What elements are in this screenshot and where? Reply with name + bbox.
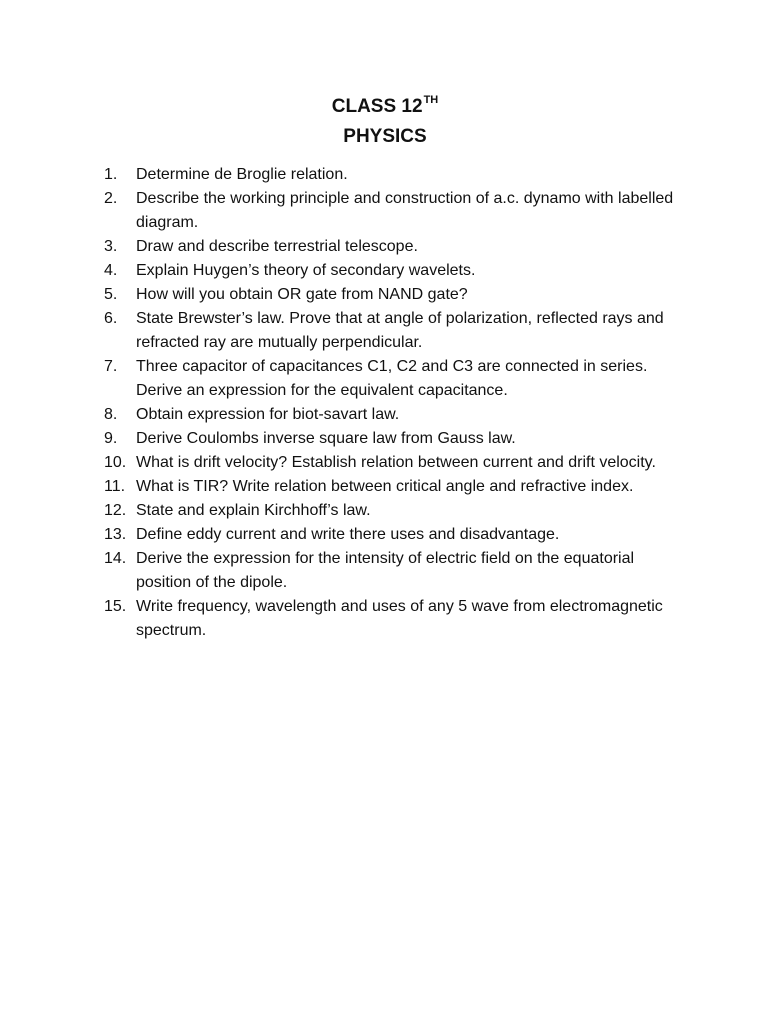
question-item [104,547,689,595]
class-label: CLASS 12 [331,96,423,117]
question-text: Write frequency, wavelength and uses of any 5 wave from electromagnetic spectrum. [136,598,663,639]
question-number: 12. [104,502,127,519]
question-number: 2. [104,190,118,207]
question-item [104,307,689,355]
question-item [104,283,689,307]
question-text: Draw and describe terrestrial telescope. [136,238,418,255]
class-heading [2,92,768,122]
question-text: What is TIR? Write relation between critical angle and refractive index. [136,478,634,495]
question-item [104,355,689,403]
question-number: 10. [104,454,127,471]
title-block [0,92,768,152]
question-number: 15. [104,598,127,615]
question-number: 4. [104,262,118,279]
question-number: 3. [104,238,118,255]
subject-heading: PHYSICS [343,126,427,147]
question-text: Describe the working principle and construction of a.c. dynamo with labelled diagram. [136,190,674,231]
question-text: Determine de Broglie relation. [136,166,348,183]
question-number: 8. [104,406,118,423]
question-number: 7. [104,358,118,375]
question-text: Explain Huygen’s theory of secondary wavelets. [136,262,476,279]
question-number: 11. [104,478,126,495]
question-item [104,403,689,427]
question-number: 13. [104,526,127,543]
question-text: Define eddy current and write there uses and disadvantage. [136,526,560,543]
question-text: What is drift velocity? Establish relation between current and drift velocity. [136,454,656,471]
question-item [104,475,689,499]
question-text: State and explain Kirchhoff’s law. [136,502,371,519]
question-item [104,427,689,451]
question-item [104,187,689,235]
question-item [104,595,689,643]
question-item [104,523,689,547]
question-text: State Brewster’s law. Prove that at angle of polarization, reflected rays and refracted ray are mutually perpendicular. [136,310,664,351]
question-item [104,451,689,475]
question-number: 9. [104,430,118,447]
question-item [104,499,689,523]
question-text: Derive the expression for the intensity of electric field on the equatorial position of the dipole. [136,550,635,591]
question-text: How will you obtain OR gate from NAND gate? [136,286,468,303]
question-number: 5. [104,286,118,303]
question-item [104,235,689,259]
question-item [104,259,689,283]
question-text: Obtain expression for biot-savart law. [136,406,400,423]
question-text: Three capacitor of capacitances C1, C2 and C3 are connected in series. Derive an expression for the equivalent capacitance. [136,358,648,399]
question-number: 14. [104,550,127,567]
question-list [104,163,689,643]
question-item [104,163,689,187]
question-text: Derive Coulombs inverse square law from Gauss law. [136,430,516,447]
question-number: 6. [104,310,118,327]
question-number: 1. [104,166,118,183]
class-suffix: TH [423,93,439,106]
